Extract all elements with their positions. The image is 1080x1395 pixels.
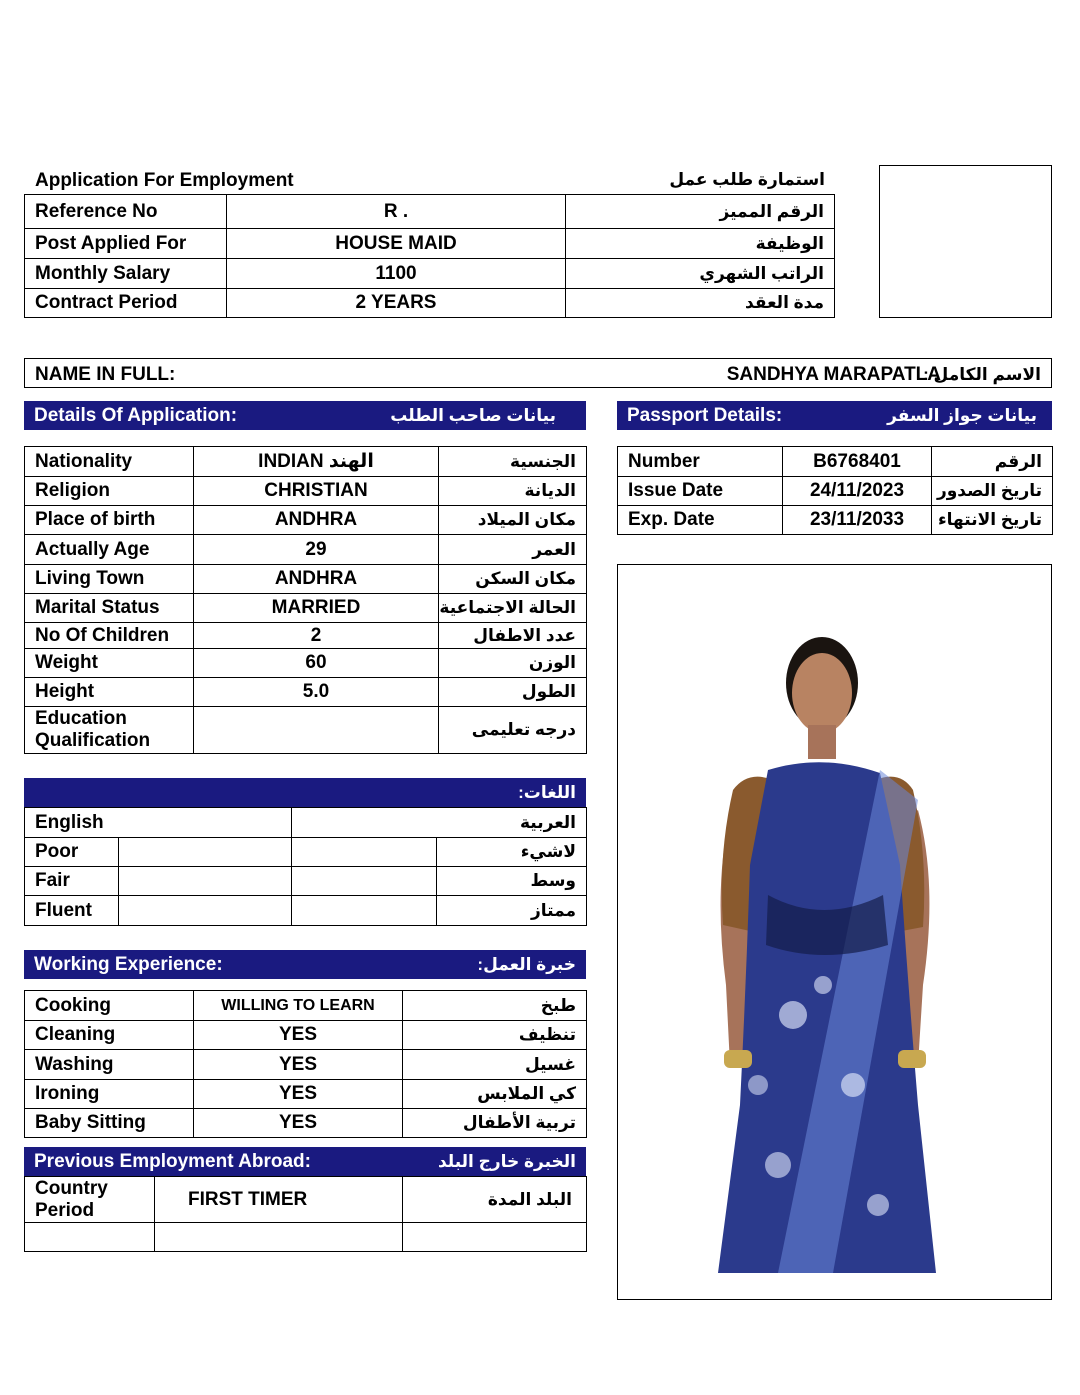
table-row xyxy=(25,678,587,707)
table-row xyxy=(25,289,835,318)
weight-label-arabic: الوزن xyxy=(439,649,587,678)
table-row xyxy=(25,1177,587,1223)
table-row xyxy=(25,477,587,506)
cooking-value: WILLING TO LEARN xyxy=(194,991,403,1021)
height-value: 5.0 xyxy=(194,678,439,707)
birthplace-label-arabic: مكان الميلاد xyxy=(439,506,587,535)
poor-label-arabic: لاشيء xyxy=(437,838,587,867)
table-row xyxy=(25,867,587,896)
table-row xyxy=(25,229,835,259)
table-row xyxy=(25,447,587,477)
weight-label: Weight xyxy=(25,649,194,678)
height-label-arabic: الطول xyxy=(439,678,587,707)
babysitting-label: Baby Sitting xyxy=(25,1109,194,1138)
name-label-arabic: الاسم الكامل : xyxy=(923,365,1041,384)
religion-label-arabic: الديانة xyxy=(439,477,587,506)
empty-cell xyxy=(155,1223,403,1252)
table-row xyxy=(25,991,587,1021)
arabic-label: العربية xyxy=(292,808,587,838)
applicant-photo xyxy=(617,564,1052,1300)
table-row xyxy=(25,623,587,649)
table-row xyxy=(25,535,587,565)
salary-value: 1100 xyxy=(227,259,566,289)
marital-label: Marital Status xyxy=(25,594,194,623)
table-row xyxy=(25,707,587,754)
fluent-label-arabic: ممتاز xyxy=(437,896,587,926)
passport-number-label: Number xyxy=(618,447,783,477)
table-row xyxy=(25,195,835,229)
expiry-date-label-arabic: تاريخ الانتهاء xyxy=(932,506,1053,535)
expiry-date-value: 23/11/2033 xyxy=(783,506,932,535)
nationality-value: INDIAN الهند xyxy=(194,447,439,477)
cooking-label-arabic: طبخ xyxy=(403,991,587,1021)
name-label: NAME IN FULL: xyxy=(35,364,176,385)
empty-cell xyxy=(25,1223,155,1252)
birthplace-value: ANDHRA xyxy=(194,506,439,535)
children-label-arabic: عدد الاطفال xyxy=(439,623,587,649)
post-value: HOUSE MAID xyxy=(227,229,566,259)
table-row xyxy=(25,808,587,838)
marital-value: MARRIED xyxy=(194,594,439,623)
reference-value: R . xyxy=(227,195,566,229)
fair-label: Fair xyxy=(25,867,119,896)
passport-title-arabic: بيانات جواز السفر xyxy=(887,405,1037,425)
children-value: 2 xyxy=(194,623,439,649)
country-period-value: FIRST TIMER xyxy=(155,1177,403,1223)
babysitting-label-arabic: تربية الأطفال xyxy=(403,1109,587,1138)
details-table xyxy=(24,446,587,754)
empty-cell xyxy=(403,1223,587,1252)
education-label: Education Qualification xyxy=(25,707,194,754)
languages-title-arabic: اللغات: xyxy=(518,782,576,802)
experience-title: Working Experience: xyxy=(34,953,223,975)
passport-number-label-arabic: الرقم xyxy=(932,447,1053,477)
country-period-label-arabic: البلد المدة xyxy=(403,1177,587,1223)
washing-value: YES xyxy=(194,1050,403,1080)
form-title-arabic: استمارة طلب عمل xyxy=(669,170,825,189)
height-label: Height xyxy=(25,678,194,707)
age-label-arabic: العمر xyxy=(439,535,587,565)
previous-employment-title-arabic: الخبرة خارج البلد xyxy=(437,1151,576,1171)
cleaning-label: Cleaning xyxy=(25,1021,194,1050)
passport-number-value: B6768401 xyxy=(783,447,932,477)
person-photo-icon xyxy=(618,565,1051,1299)
table-row xyxy=(618,477,1053,506)
details-header xyxy=(24,401,586,430)
previous-employment-header xyxy=(24,1147,586,1176)
fluent-label: Fluent xyxy=(25,896,119,926)
table-row xyxy=(25,506,587,535)
salary-label: Monthly Salary xyxy=(25,259,227,289)
table-row xyxy=(25,1080,587,1109)
experience-header xyxy=(24,950,586,979)
expiry-date-label: Exp. Date xyxy=(618,506,783,535)
salary-label-arabic: الراتب الشهري xyxy=(566,259,835,289)
religion-label: Religion xyxy=(25,477,194,506)
cleaning-value: YES xyxy=(194,1021,403,1050)
ironing-label-arabic: كي الملابس xyxy=(403,1080,587,1109)
poor-english-cell xyxy=(119,838,292,867)
table-row xyxy=(25,259,835,289)
table-row xyxy=(25,1021,587,1050)
children-label: No Of Children xyxy=(25,623,194,649)
small-photo-box xyxy=(879,165,1052,318)
cooking-label: Cooking xyxy=(25,991,194,1021)
reference-label: Reference No xyxy=(25,195,227,229)
fair-english-cell xyxy=(119,867,292,896)
experience-title-arabic: خبرة العمل: xyxy=(477,954,576,974)
english-label: English xyxy=(25,808,292,838)
fluent-english-cell xyxy=(119,896,292,926)
contract-label-arabic: مدة العقد xyxy=(566,289,835,318)
form-title: Application For Employment xyxy=(35,170,294,191)
passport-table xyxy=(617,446,1053,535)
table-row xyxy=(25,1109,587,1138)
issue-date-value: 24/11/2023 xyxy=(783,477,932,506)
contract-value: 2 YEARS xyxy=(227,289,566,318)
fluent-arabic-cell xyxy=(292,896,437,926)
ironing-label: Ironing xyxy=(25,1080,194,1109)
living-town-label-arabic: مكان السكن xyxy=(439,565,587,594)
reference-label-arabic: الرقم المميز xyxy=(566,195,835,229)
previous-employment-table xyxy=(24,1176,587,1252)
table-row xyxy=(25,1050,587,1080)
issue-date-label: Issue Date xyxy=(618,477,783,506)
table-row xyxy=(618,506,1053,535)
contract-label: Contract Period xyxy=(25,289,227,318)
age-label: Actually Age xyxy=(25,535,194,565)
languages-table xyxy=(24,807,587,926)
education-value xyxy=(194,707,439,754)
poor-arabic-cell xyxy=(292,838,437,867)
experience-table xyxy=(24,990,587,1138)
religion-value: CHRISTIAN xyxy=(194,477,439,506)
passport-title: Passport Details: xyxy=(627,404,783,426)
table-row xyxy=(618,447,1053,477)
post-label-arabic: الوظيفة xyxy=(566,229,835,259)
living-town-value: ANDHRA xyxy=(194,565,439,594)
living-town-label: Living Town xyxy=(25,565,194,594)
details-title-arabic: بيانات صاحب الطلب xyxy=(390,405,556,425)
name-row xyxy=(24,358,1052,388)
details-title: Details Of Application: xyxy=(34,404,238,426)
babysitting-value: YES xyxy=(194,1109,403,1138)
cleaning-label-arabic: تنظيف xyxy=(403,1021,587,1050)
table-row xyxy=(25,838,587,867)
fair-arabic-cell xyxy=(292,867,437,896)
issue-date-label-arabic: تاريخ الصدور xyxy=(932,477,1053,506)
marital-label-arabic: الحالة الاجتماعية xyxy=(439,594,587,623)
washing-label-arabic: غسيل xyxy=(403,1050,587,1080)
application-summary-table xyxy=(24,194,835,318)
table-row xyxy=(25,594,587,623)
poor-label: Poor xyxy=(25,838,119,867)
nationality-label-arabic: الجنسية xyxy=(439,447,587,477)
country-period-label: Country Period xyxy=(25,1177,155,1223)
table-row xyxy=(25,1223,587,1252)
name-value: SANDHYA MARAPATLA xyxy=(726,364,941,385)
previous-employment-title: Previous Employment Abroad: xyxy=(34,1150,311,1172)
table-row xyxy=(25,896,587,926)
table-row xyxy=(25,565,587,594)
table-row xyxy=(25,649,587,678)
fair-label-arabic: وسط xyxy=(437,867,587,896)
birthplace-label: Place of birth xyxy=(25,506,194,535)
ironing-value: YES xyxy=(194,1080,403,1109)
languages-header xyxy=(24,778,586,807)
age-value: 29 xyxy=(194,535,439,565)
post-label: Post Applied For xyxy=(25,229,227,259)
passport-header xyxy=(617,401,1052,430)
washing-label: Washing xyxy=(25,1050,194,1080)
education-label-arabic: درجه تعليمى xyxy=(439,707,587,754)
weight-value: 60 xyxy=(194,649,439,678)
nationality-label: Nationality xyxy=(25,447,194,477)
